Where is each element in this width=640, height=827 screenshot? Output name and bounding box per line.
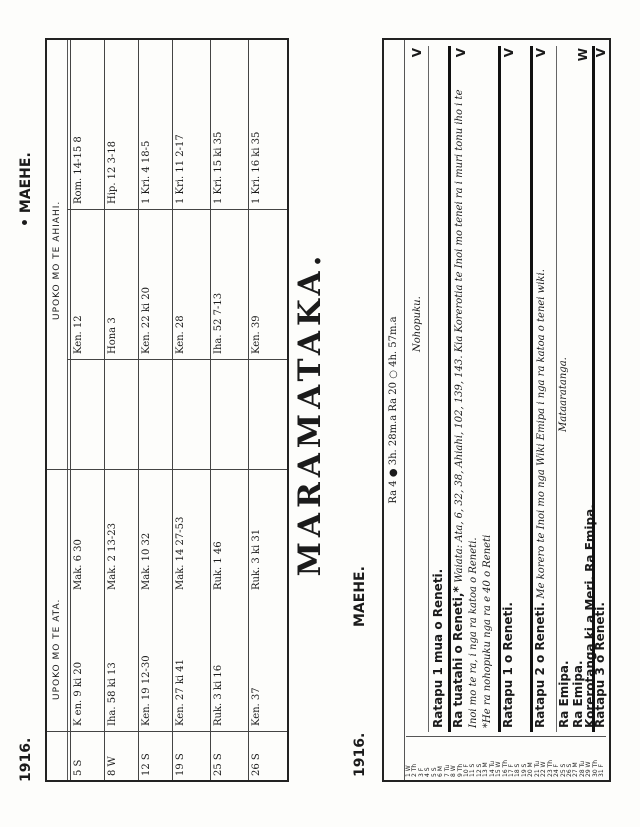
- day-label: 12 S: [475, 763, 483, 777]
- lection-table: [45, 38, 289, 782]
- lection-cell-a1: Ruk. 3 ki 16: [213, 664, 224, 726]
- moon-phases: Ra 4 ● 3h. 28m.a Ra 20 ○ 4h. 57m.a: [384, 40, 405, 780]
- lection-cell-day: 8 W: [107, 756, 118, 776]
- day-label: 16 Th: [501, 759, 509, 777]
- col-ahiahi-header: UPOKO MO TE AHIAHI.: [52, 200, 62, 320]
- lection-cell-day: 5 S: [73, 759, 84, 776]
- lection-cell-a1: Ken. 37: [251, 687, 262, 726]
- day-label: 6 M: [437, 766, 445, 777]
- entry-ra-emipa-2: Ra Emipa.: [571, 660, 585, 728]
- lection-header: [47, 40, 68, 780]
- lection-cell-h2: 1 Kri. 16 ki 35: [251, 131, 262, 204]
- entry-ratapu-3: Ratapu 3 o Reneti.: [593, 602, 607, 728]
- day-label: 9 Th: [456, 763, 464, 777]
- left-year: 1916.: [352, 732, 368, 777]
- v-mark: V: [502, 48, 516, 58]
- entry-korerotanga: Korerotanga ki a Meri. Ra Emipa.: [583, 504, 597, 728]
- day-label: 26 S: [565, 763, 573, 777]
- entry-ratapu-1: Ratapu 1 o Reneti.: [501, 602, 515, 728]
- lection-cell-a1: K en. 9 ki 20: [73, 661, 84, 726]
- lection-cell-a1: Ken. 27 ki 41: [175, 659, 186, 726]
- lection-cell-h2: 1 Kri. 4 18-5: [141, 140, 152, 204]
- lection-cell-h1: Ken. 22 ki 20: [141, 287, 152, 354]
- left-calendar-box: [382, 38, 611, 782]
- day-label: 22 W: [540, 761, 548, 777]
- lection-cell-h2: 1 Kri. 15 ki 35: [213, 131, 224, 204]
- day-label: 4 S: [424, 767, 432, 777]
- lection-cell-h2: Rom. 14-15 8: [73, 136, 84, 204]
- lection-cell-h1: Ken. 28: [175, 315, 186, 354]
- day-label: 2 Th: [411, 763, 419, 777]
- lection-cell-a2: Mak. 14 27-53: [175, 516, 186, 590]
- day-label: 28 Tu: [578, 760, 586, 777]
- entry-ratapu-1-mua: Ratapu 1 mua o Reneti.: [431, 568, 445, 728]
- day-label: 27 M: [572, 762, 580, 777]
- page-title: MARAMATAKA.: [292, 250, 328, 577]
- lection-cell-a2: Ruk. 1 46: [213, 541, 224, 590]
- entry-ra-emipa-1: Ra Emipa.: [557, 660, 571, 728]
- day-label: 24 F: [553, 764, 561, 777]
- day-label: 31 F: [598, 764, 606, 777]
- lection-cell-day: 25 S: [213, 753, 224, 776]
- left-entries: [406, 46, 606, 732]
- lection-cell-h2: 1 Kri. 11 2-17: [175, 134, 186, 204]
- lection-cell-a2: Ruk. 3 ki 31: [251, 528, 262, 590]
- v-mark: V: [594, 48, 608, 58]
- day-label: 1 W: [405, 765, 412, 777]
- lection-cell-a2: Mak. 10 32: [141, 532, 152, 590]
- day-label: 15 W: [495, 761, 503, 777]
- day-label: 29 W: [585, 761, 593, 777]
- day-label: 21 Tu: [533, 760, 541, 777]
- left-day-column: [406, 736, 606, 777]
- lection-cell-h1: Ken. 12: [73, 315, 84, 354]
- lection-cell-a1: Ken. 19 12-30: [141, 655, 152, 726]
- lection-cell-h1: Hona 3: [107, 317, 118, 354]
- day-label: 23 Th: [546, 759, 554, 777]
- entry-ra-tuatahi: Ra tuatahi o Reneti,* Waiata: Ata, 6, 32, 38, Ahiahi, 102, 139, 143. Kia Korerotia te Inoi mo tenei ra i muri tonu iho i te Inoi mo te ra, i nga ra katoa o Reneti. *He ra nohopuku nga ra e 40 o Reneti: [451, 89, 493, 728]
- entry-ratapu-2: Ratapu 2 o Reneti. Me korero te Inoi mo nga Wiki Emipa i nga ra katoa o tenei wiki.: [533, 269, 547, 728]
- mataaratanga-label: Mataaratanga.: [558, 357, 569, 432]
- right-year: 1916.: [18, 737, 34, 782]
- lection-cell-day: 26 S: [251, 753, 262, 776]
- col-ata-header: UPOKO MO TE ATA.: [52, 598, 62, 700]
- day-label: 10 F: [462, 764, 470, 777]
- right-month: • MAEHE.: [18, 152, 34, 227]
- lection-cell-a2: Mak. 2 13-23: [107, 523, 118, 590]
- v-mark: V: [534, 48, 548, 58]
- day-label: 14 Tu: [488, 760, 496, 777]
- day-label: 30 Th: [591, 759, 599, 777]
- lection-cell-h2: Hip. 12 3-18: [107, 140, 118, 204]
- day-label: 3 F: [417, 767, 425, 777]
- nohopuku-label: Nohopuku.: [412, 296, 423, 352]
- lection-cell-a2: Mak. 6 30: [73, 539, 84, 590]
- lection-cell-day: 12 S: [141, 753, 152, 776]
- day-label: 8 W: [450, 765, 458, 777]
- left-month: MAEHE.: [352, 566, 368, 627]
- lection-cell-h1: Ken. 39: [251, 315, 262, 354]
- day-label: 13 M: [482, 762, 490, 777]
- day-label: 17 F: [508, 764, 515, 777]
- w-mark: W: [576, 48, 590, 62]
- v-mark: V: [410, 48, 424, 58]
- day-label: 7 Tu: [443, 764, 451, 777]
- v-mark: V: [454, 48, 468, 58]
- day-label: 11 S: [469, 763, 477, 777]
- lection-cell-day: 19 S: [175, 753, 186, 776]
- day-label: 20 M: [527, 762, 535, 777]
- day-label: 19 S: [520, 763, 528, 777]
- day-label: 18 S: [514, 763, 522, 777]
- lection-cell-h1: Iha. 52 7-13: [213, 292, 224, 354]
- day-label: 5 S: [430, 767, 438, 777]
- day-label: 25 S: [559, 763, 567, 777]
- lection-cell-a1: Iha. 58 ki 13: [107, 662, 118, 726]
